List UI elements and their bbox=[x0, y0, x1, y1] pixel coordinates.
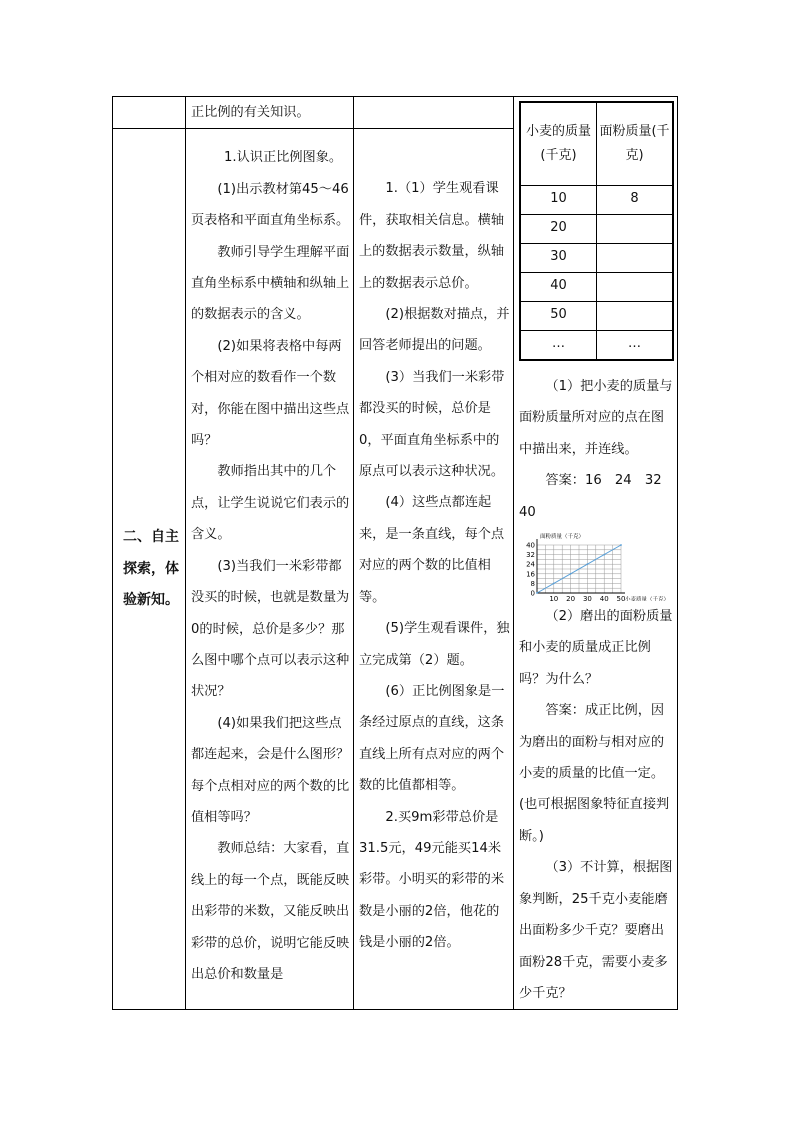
student-paragraph: (5)学生观看课件，独立完成第（2）题。 bbox=[359, 621, 510, 668]
teacher-paragraph: (2)如果将表格中每两个相对应的数看作一个数对，你能在图中描出这些点吗？ bbox=[191, 338, 350, 449]
table-cell: … bbox=[597, 331, 674, 361]
row1-student-cell bbox=[354, 97, 514, 129]
data-point bbox=[603, 554, 605, 556]
teacher-paragraph: 1.认识正比例图象。 bbox=[224, 150, 343, 166]
student-paragraph: (6）正比例图象是一条经过原点的直线，这条直线上所有点对应的两个数的比值都相等。 bbox=[359, 683, 505, 794]
table-cell: 20 bbox=[520, 215, 597, 244]
section-title-line: 验新知。 bbox=[123, 592, 179, 609]
table-cell bbox=[597, 302, 674, 331]
student-activity-cell bbox=[354, 129, 514, 1010]
student-paragraph: (4）这些点都连起来，是一条直线，每个点对应的两个数的比值相等。 bbox=[359, 495, 505, 605]
y-tick-label: 0 bbox=[530, 589, 535, 598]
table-row bbox=[113, 97, 678, 129]
teacher-paragraph: 教师引导学生理解平面直角坐标系中横轴和纵轴上的数据表示的含义。 bbox=[191, 244, 350, 323]
wheat-flour-table bbox=[519, 101, 674, 361]
teacher-paragraph: 教师总结：大家看，直线上的每一个点，既能反映出彩带的米数，又能反映出彩带的总价，说明它能反映出总价和数量是 bbox=[191, 841, 350, 982]
question-3: （3）不计算，根据图象判断，25千克小麦能磨出面粉多少千克？要磨出面粉28千克，需要小麦多少千克？ bbox=[519, 860, 673, 1001]
table-cell bbox=[597, 273, 674, 302]
lesson-plan-table bbox=[112, 96, 678, 1010]
student-paragraph: 2.买9m彩带总价是31.5元，49元能买14米彩带。小明买的彩带的米数是小丽的2倍，他花的钱是小丽的2倍。 bbox=[359, 809, 505, 951]
chart-svg bbox=[519, 531, 674, 601]
row1-teacher-text: 正比例的有关知识。 bbox=[191, 105, 310, 120]
table-cell: 30 bbox=[520, 244, 597, 273]
section-cell bbox=[113, 129, 186, 1010]
teacher-paragraph: (1)出示教材第45～46页表格和平面直角坐标系。 bbox=[191, 181, 350, 229]
table-cell: 10 bbox=[520, 186, 597, 215]
student-paragraph: (3）当我们一米彩带都没买的时候，总价是0，平面直角坐标系中的原点可以表示这种状况。 bbox=[359, 369, 505, 480]
y-axis-label: 面粉质量（千克） bbox=[540, 534, 585, 541]
table-row bbox=[520, 215, 673, 244]
teacher-activity-cell bbox=[186, 129, 354, 1010]
question-2: （2）磨出的面粉质量和小麦的质量成正比例吗？为什么？ bbox=[519, 609, 673, 687]
x-axis-label: 小麦质量（千克） bbox=[625, 597, 670, 602]
teacher-paragraph: 教师指出其中的几个点，让学生说说它们表示的含义。 bbox=[191, 464, 350, 543]
table-cell bbox=[597, 215, 674, 244]
x-tick-label: 50 bbox=[616, 595, 626, 602]
teacher-paragraph: (4)如果我们把这些点都连起来，会是什么图形？每个点相对应的两个数的比值相等吗？ bbox=[191, 715, 350, 825]
data-point bbox=[553, 583, 555, 585]
data-point bbox=[587, 563, 589, 565]
answer-1: 答案：16 24 32 40 bbox=[519, 473, 675, 520]
row1-teacher-cell bbox=[186, 97, 354, 129]
table-cell bbox=[597, 244, 674, 273]
data-point bbox=[536, 592, 538, 594]
x-tick-label: 10 bbox=[549, 595, 559, 602]
proportion-chart bbox=[519, 531, 674, 601]
table-cell: 8 bbox=[597, 186, 674, 215]
student-paragraph: (2)根据数对描点，并回答老师提出的问题。 bbox=[359, 307, 510, 354]
data-point bbox=[570, 573, 572, 575]
student-paragraph: 1.（1）学生观看课件，获取相关信息。横轴上的数据表示数量，纵轴上的数据表示总价。 bbox=[359, 181, 505, 291]
x-tick-label: 30 bbox=[582, 595, 592, 602]
y-tick-label: 40 bbox=[526, 541, 535, 550]
y-tick-label: 24 bbox=[526, 560, 535, 569]
exercise-cell bbox=[514, 97, 678, 1010]
table-header-row bbox=[520, 102, 673, 186]
section-title bbox=[113, 522, 185, 616]
answer-2: 答案：成正比例，因为磨出的面粉与相对应的小麦的质量的比值一定。(也可根据图象特征直接判断。) bbox=[519, 703, 670, 844]
table-row bbox=[520, 302, 673, 331]
header-flour: 面粉质量(千克) bbox=[597, 102, 674, 186]
y-tick-label: 8 bbox=[530, 579, 535, 588]
header-wheat: 小麦的质量(千克) bbox=[520, 102, 597, 186]
y-tick-label: 32 bbox=[526, 551, 535, 560]
section-title-line: 探索，体 bbox=[123, 560, 179, 577]
x-tick-label: 40 bbox=[599, 595, 609, 602]
table-row bbox=[520, 244, 673, 273]
data-point bbox=[620, 544, 622, 546]
section-title-line: 二、自主 bbox=[123, 529, 179, 546]
table-cell: 50 bbox=[520, 302, 597, 331]
question-1: （1）把小麦的质量与面粉质量所对应的点在图中描出来，并连线。 bbox=[519, 379, 673, 457]
table-row bbox=[520, 273, 673, 302]
table-cell: … bbox=[520, 331, 597, 361]
y-tick-label: 16 bbox=[526, 570, 535, 579]
table-row bbox=[520, 331, 673, 361]
x-tick-label: 20 bbox=[566, 595, 576, 602]
teacher-paragraph: (3)当我们一米彩带都没买的时候，也就是数量为0的时候，总价是多少？那么图中哪个点可以表示这种状况？ bbox=[191, 558, 350, 700]
table-cell: 40 bbox=[520, 273, 597, 302]
row1-section-cell bbox=[113, 97, 186, 129]
table-row bbox=[520, 186, 673, 215]
